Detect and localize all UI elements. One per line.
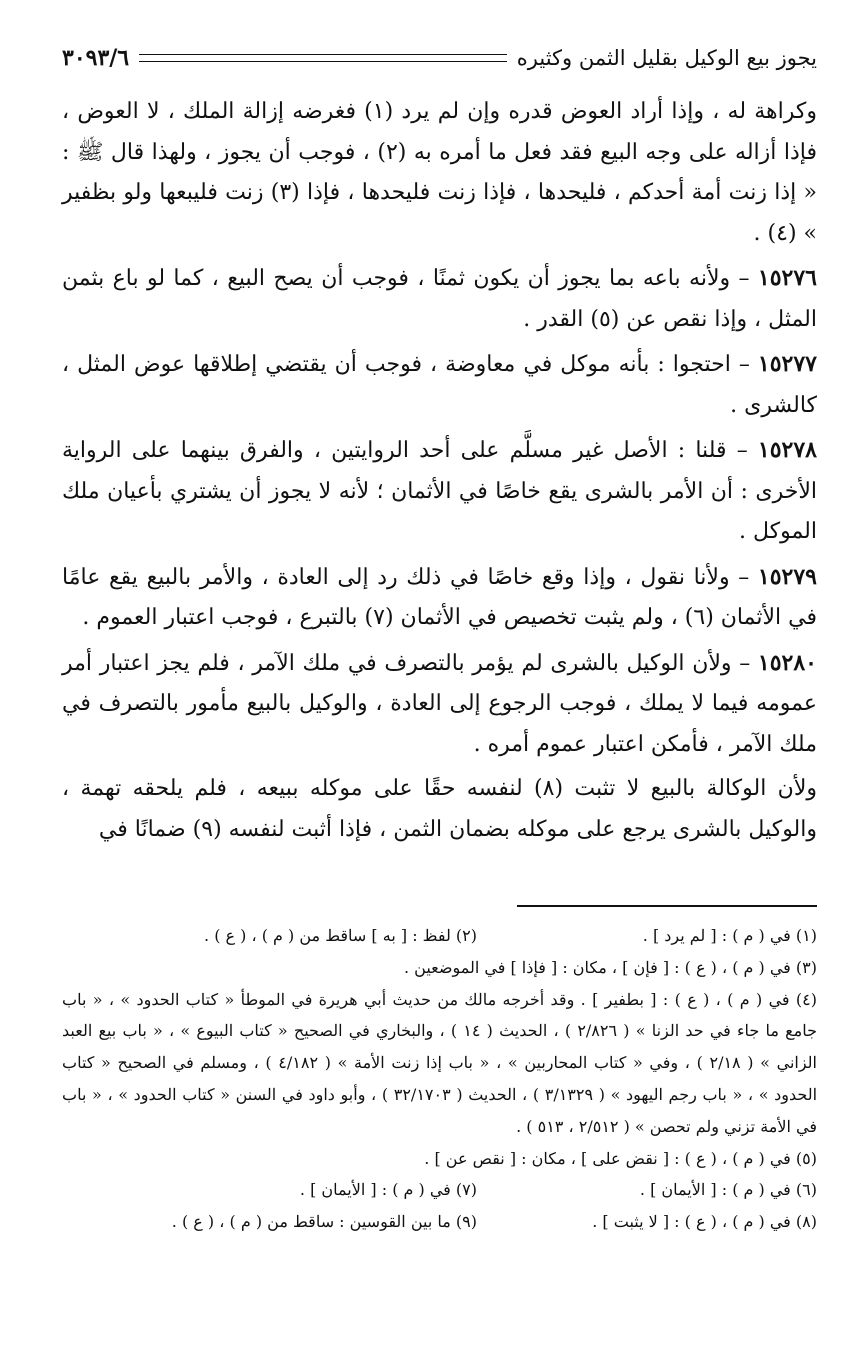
footnote-5: (٥) في ( م ) ، ( ع ) : [ نقض على ] ، مكان : [ نقص عن ] .	[424, 1148, 817, 1168]
main-text	[62, 92, 817, 854]
header-title: يجوز بيع الوكيل بقليل الثمن وكثيره	[516, 46, 817, 70]
footnote-2: (٢) لفظ : [ به ] ساقط من ( م ) ، ( ع ) .	[204, 926, 477, 945]
footnote-row	[62, 1174, 817, 1206]
paragraph: ١٥٢٧٧ – احتجوا : بأنه موكل في معاوضة ، فوجب أن يقتضي إطلاقها عوض المثل ، كالشرى .	[62, 351, 817, 418]
footnote-9: (٩) ما بين القوسين : ساقط من ( م ) ، ( ع ) .	[171, 1212, 477, 1232]
paragraph: ١٥٢٧٩ – ولأنا نقول ، وإذا وقع خاصًا في ذلك رد إلى العادة ، والأمر بالبيع يقع عامًا في الأثمان (٦) ، ولم يثبت تخصيص في الأثمان (٧) بالتبرع ، فوجب اعتبار العموم .	[62, 563, 817, 630]
paragraph-text: ولأن الوكيل بالشرى لم يؤمر بالتصرف في ملك الآمر ، فلم يجز اعتبار أمر عمومه فيما لا يملك ، فوجب الرجوع إلى العادة ، والوكيل بالبيع مأمور بالتصرف في ملك الآمر ، فأمكن اعتبار عموم أمره .	[62, 650, 817, 757]
paragraph-text: قلنا : الأصل غير مسلَّم على أحد الروايتين ، والفرق بينهما على الرواية الأخرى : أن الأمر بالشرى يقع خاصًا في الأثمان ؛ لأنه لا يجوز أن يشتري بأعيان ملك الموكل .	[62, 438, 817, 544]
footnotes	[62, 920, 817, 1238]
footnote-3: (٣) في ( م ) ، ( ع ) : [ فإن ] ، مكان : [ فإذا ] في الموضعين .	[404, 957, 817, 977]
footnote-4: (٤) في ( م ) ، ( ع ) : [ بطفير ] . وقد أخرجه مالك من حديث أبي هريرة في الموطأ « كتاب الحدود » ، « باب جامع ما جاء في حد الزنا » ( ٢/٨٢٦ ) ، الحديث ( ١٤ ) ، والبخاري في الصحيح « كتاب البيوع » ، « باب بيع العبد الزاني » ( ٢/١٨ ) ، وفي « كتاب المحاربين » ، « باب إذا زنت الأمة » ( ٤/١٨٢ ) ، ومسلم في الصحيح « كتاب الحدود » ، « باب رجم اليهود » ( ٣/١٣٢٩ ) ، الحديث ( ٣٢/١٧٠٣ ) ، وأبو داود في السنن « كتاب الحدود » ، « باب في الأمة تزني ولم تحصن » ( ٢/٥١٢ ، ٥١٣ ) .	[62, 989, 818, 1136]
footnote-7: (٧) في ( م ) : [ الأيمان ] .	[299, 1180, 477, 1200]
paragraph-number: ١٥٢٧٨	[757, 437, 817, 463]
paragraph-text: ولأنه باعه بما يجوز أن يكون ثمنًا ، فوجب أن يصح البيع ، كما لو باع بثمن المثل ، وإذا نقص عن (٥) القدر .	[62, 266, 817, 332]
header-rule	[139, 54, 507, 62]
page-number: ٣٠٩٣/٦	[62, 45, 130, 71]
paragraph: ١٥٢٧٦ – ولأنه باعه بما يجوز أن يكون ثمنًا ، فوجب أن يصح البيع ، كما لو باع بثمن المثل ، وإذا نقص عن (٥) القدر .	[62, 265, 817, 332]
footnote-row	[62, 1206, 817, 1238]
paragraph-text: ولأن الوكالة بالبيع لا تثبت (٨) لنفسه حقًا على موكله ببيعه ، فلم يلحقه تهمة ، والوكيل بالشرى يرجع على موكله بضمان الثمن ، فإذا أثبت لنفسه (٩) ضمانًا في	[62, 776, 818, 842]
footnote-8: (٨) في ( م ) ، ( ع ) : [ لا يثبت ] .	[592, 1212, 817, 1232]
footnote-6: (٦) في ( م ) : [ الأيمان ] .	[639, 1180, 817, 1200]
paragraph: ١٥٢٧٨ – قلنا : الأصل غير مسلَّم على أحد الروايتين ، والفرق بينهما على الرواية الأخرى : أن الأمر بالشرى يقع خاصًا في الأثمان ؛ لأنه لا يجوز أن يشتري بأعيان ملك الموكل .	[62, 437, 817, 544]
paragraph-number: ١٥٢٨٠	[757, 649, 817, 676]
running-header	[62, 38, 817, 78]
paragraph-text: وكراهة له ، وإذا أراد العوض قدره وإن لم يرد (١) فغرضه إزالة الملك ، لا العوض ، فإذا أزاله على وجه البيع فقد فعل ما أمره به (٢) ، فوجب أن يجوز ، ولهذا قال ﷺ : « إذا زنت أمة أحدكم ، فليحدها ، فإذا زنت فليحدها ، فإذا (٣) زنت فليبعها ولو بظفير » (٤) .	[62, 99, 817, 246]
paragraph-text: ولأنا نقول ، وإذا وقع خاصًا في ذلك رد إلى العادة ، والأمر بالبيع يقع عامًا في الأثمان (٦) ، ولم يثبت تخصيص في الأثمان (٧) بالتبرع ، فوجب اعتبار العموم .	[62, 564, 817, 630]
paragraph-number: ١٥٢٧٦	[757, 265, 817, 291]
paragraph	[62, 769, 817, 850]
footnote-1: (١) في ( م ) : [ لم يرد ] .	[642, 926, 817, 945]
paragraph-number: ١٥٢٧٩	[757, 563, 817, 590]
footnote-separator	[517, 905, 817, 907]
footnote-row	[62, 920, 817, 952]
paragraph-text: احتجوا : بأنه موكل في معاوضة ، فوجب أن يقتضي إطلاقها عوض المثل ، كالشرى .	[62, 352, 817, 418]
paragraph	[62, 92, 817, 254]
paragraph: ١٥٢٨٠ – ولأن الوكيل بالشرى لم يؤمر بالتصرف في ملك الآمر ، فلم يجز اعتبار أمر عمومه فيما لا يملك ، فوجب الرجوع إلى العادة ، والوكيل بالبيع مأمور بالتصرف في ملك الآمر ، فأمكن اعتبار عموم أمره .	[62, 649, 817, 757]
paragraph-number: ١٥٢٧٧	[757, 351, 817, 377]
